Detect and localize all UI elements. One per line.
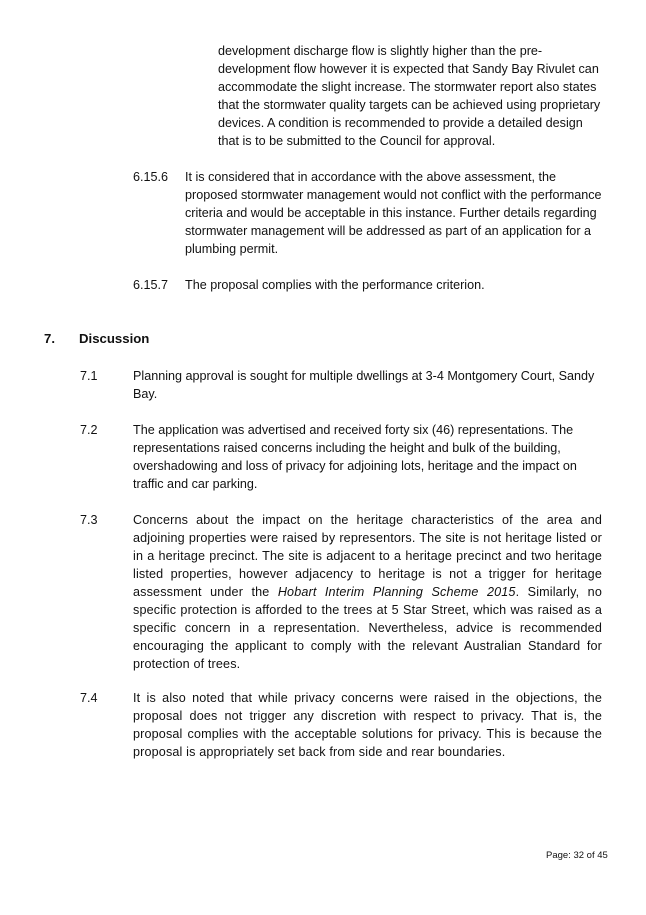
- continuation-paragraph: [218, 42, 603, 150]
- item-text: It is also noted that while privacy concerns were raised in the objections, the proposal does not trigger any discretion with respect to privacy. That is, the proposal complies with the acceptable solutions for privacy. This is because the proposal is appropriately set back from side and rear boundaries.: [133, 691, 602, 759]
- item-number: 7.3: [80, 513, 98, 527]
- item-6-15-7: [133, 276, 603, 294]
- continuation-text: development discharge flow is slightly higher than the pre-development flow however it is expected that Sandy Bay Rivulet can accommodate the slight increase. The stormwater report also states that the stormwater quality targets can be achieved using proprietary devices. A condition is recommended to provide a detailed design that is to be submitted to the Council for approval.: [218, 44, 601, 148]
- item-number: 7.2: [80, 423, 98, 437]
- discussion-item-7-1: [80, 367, 602, 403]
- item-text-part: Concerns about the impact on the heritage characteristics of the area and adjoining properties were raised by representors. The site is not heritage listed or in a heritage precinct. The site is adjacent to a heritage precinct and two heritage listed properties, however adjacency to heritage is not a trigger for heritage assessment under the: [133, 513, 602, 599]
- scheme-title: Hobart Interim Planning Scheme 2015: [277, 585, 516, 599]
- page-number: Page: 32 of 45: [546, 850, 608, 861]
- item-number: 7.4: [80, 691, 98, 705]
- discussion-item-7-2: [80, 421, 602, 493]
- item-text: It is considered that in accordance with the above assessment, the proposed stormwater management would not conflict with the performance criteria and would be acceptable in this instance. Further details regarding stormwater management will be addressed as part of an application for a plumbing permit.: [185, 170, 602, 256]
- discussion-item-7-4: [80, 689, 602, 761]
- item-text: [133, 511, 602, 673]
- item-text: The proposal complies with the performance criterion.: [185, 278, 485, 292]
- item-number: 6.15.7: [133, 278, 169, 292]
- discussion-item-7-3: [80, 511, 602, 673]
- section-number: 7.: [44, 331, 55, 346]
- item-text: The application was advertised and received forty six (46) representations. The representations raised concerns including the height and bulk of the building, overshadowing and loss of privacy for adjoining lots, heritage and the impact on traffic and car parking.: [133, 423, 577, 491]
- item-text-part: . Similarly, no specific protection is afforded to the trees at 5 Star Street, which was raised as a specific concern in a representation. Nevertheless, advice is recommended encouraging the applicant to comply with the relevant Australian Standard for protection of trees.: [133, 585, 602, 671]
- section-title: Discussion: [79, 331, 150, 346]
- item-6-15-6: [133, 168, 603, 258]
- section-heading: [44, 330, 344, 348]
- item-text: Planning approval is sought for multiple dwellings at 3-4 Montgomery Court, Sandy Bay.: [133, 369, 595, 401]
- item-number: 7.1: [80, 369, 98, 383]
- item-number: 6.15.6: [133, 170, 169, 184]
